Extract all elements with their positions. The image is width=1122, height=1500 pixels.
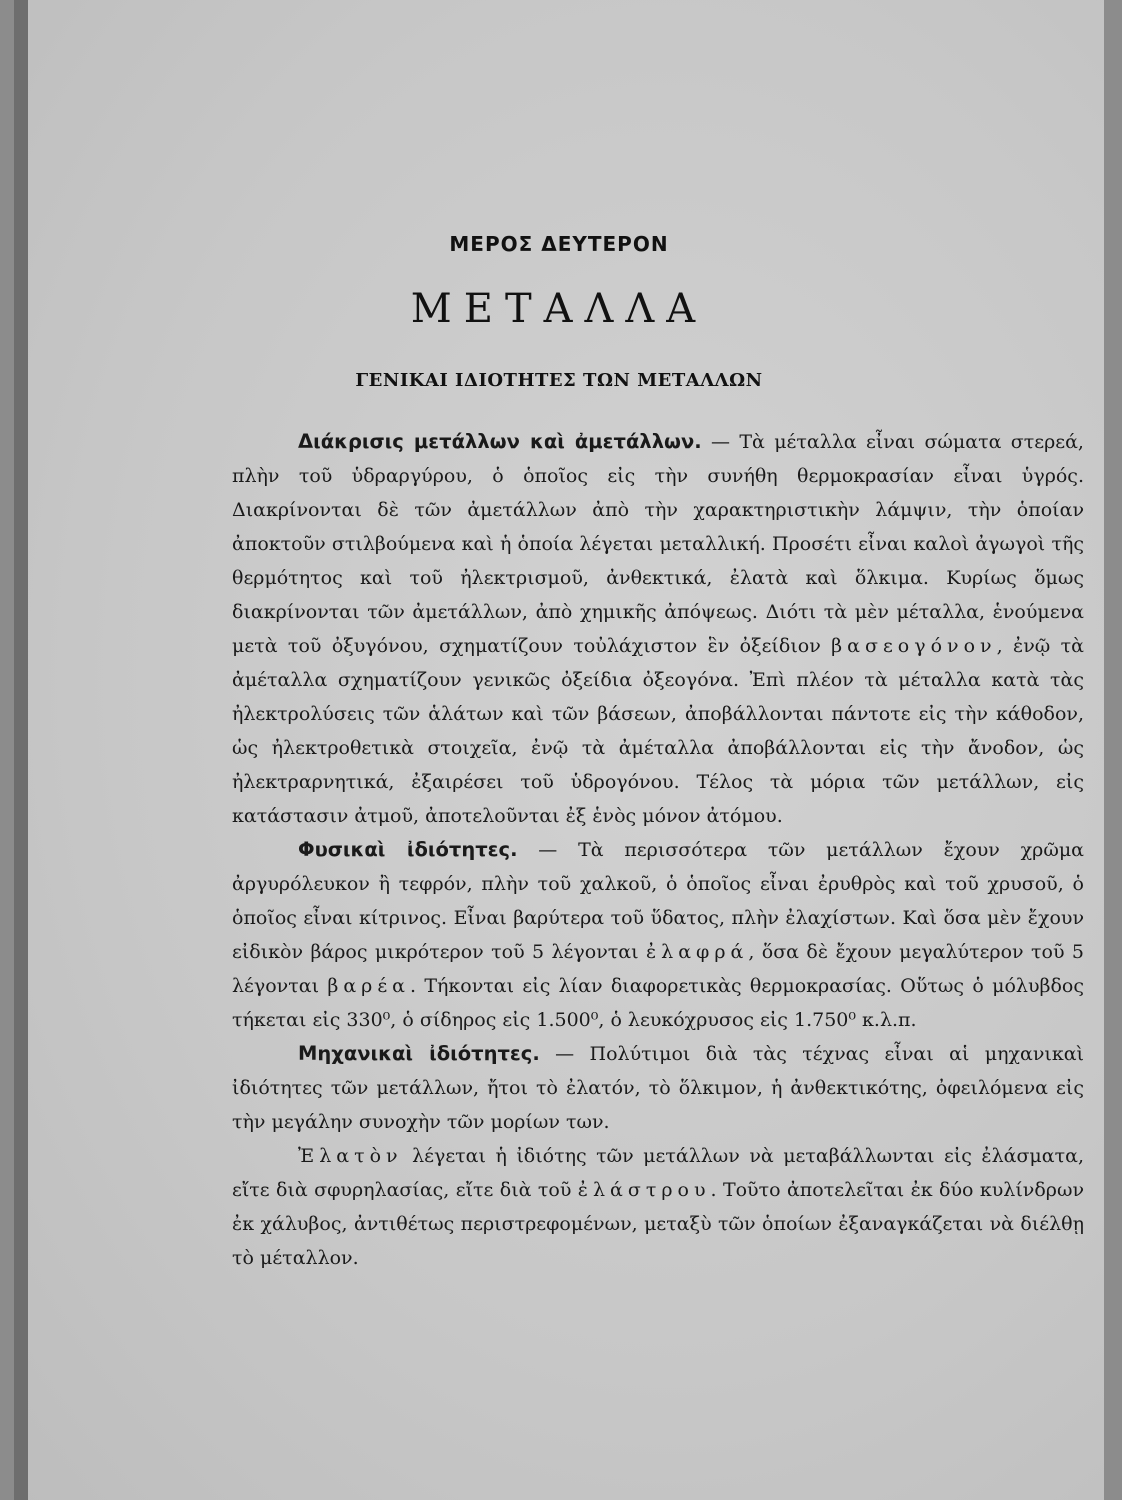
spaced-term: βασεογόνον (831, 635, 997, 657)
paragraph-text: . Τήκονται εἰς λίαν διαφορετικὰς θερμοκρασίας. Οὕτως ὁ μόλυβδος τήκεται εἰς 330⁰, ὁ σίδηρος εἰς 1.500⁰, ὁ λευκόχρυσος εἰς 1.750⁰ κ.λ.π. (232, 975, 1085, 1031)
body-text (232, 425, 1084, 1275)
paragraph-physical-properties (232, 833, 1084, 1037)
paragraph-distinction (232, 425, 1084, 833)
paragraph-text: . Τοῦτο ἀποτελεῖται ἐκ δύο κυλίνδρων ἐκ χάλυβος, ἀντιθέτως περιστρεφομένων, μεταξὺ τῶν ὁποίων ἐξαναγκάζεται νὰ διέλθῃ τὸ μέταλλον. (232, 1179, 1084, 1269)
paragraph-text: — Πολύτιμοι διὰ τὰς τέχνας εἶναι αἱ μηχανικαὶ ἰδιότητες τῶν μετάλλων, ἤτοι τὸ ἐλατόν, τὸ ὅλκιμον, ἡ ἀνθεκτικότης, ὀφειλόμενα εἰς τὴν μεγάλην συνοχὴν τῶν μορίων των. (232, 1043, 1084, 1133)
run-in-heading: Διάκρισις μετάλλων καὶ ἀμετάλλων. (298, 430, 702, 453)
spaced-term: ἐλαφρά (645, 941, 749, 963)
spaced-term: βαρέα (327, 975, 411, 997)
paragraph-text: — Τὰ μέταλλα εἶναι σώματα στερεά, πλὴν τοῦ ὑδραργύρου, ὁ ὁποῖος εἰς τὴν συνήθη θερμοκρασίαν εἶναι ὑγρός. Διακρίνονται δὲ τῶν ἀμετάλλων ἀπὸ τὴν χαρακτηριστικὴν λάμψιν, τὴν ὁποίαν ἀποκτοῦν στιλβούμενα καὶ ἡ ὁποία λέγεται μεταλλική. Προσέτι εἶναι καλοὶ ἀγωγοὶ τῆς θερμότητος καὶ τοῦ ἠλεκτρισμοῦ, ἀνθεκτικά, ἐλατὰ καὶ ὅλκιμα. Κυρίως ὅμως διακρίνονται τῶν ἀμετάλλων, ἀπὸ χημικῆς ἀπόψεως. Διότι τὰ μὲν μέταλλα, ἑνούμενα μετὰ τοῦ ὀξυγόνου, σχηματίζουν τοὐλάχιστον ἓν ὀξείδιον (232, 431, 1084, 657)
paragraph-text: , ὅσα δὲ ἔχουν μεγαλύτερον τοῦ 5 λέγονται (232, 941, 1084, 997)
page-binding-edge (14, 0, 28, 1500)
spaced-term: Ἐλατὸν (298, 1145, 403, 1167)
part-heading: ΜΕΡΟΣ ΔΕΥΤΕΡΟΝ (449, 232, 669, 256)
paragraph-text: , ἐνῷ τὰ ἀμέταλλα σχηματίζουν γενικῶς ὀξείδια ὀξεογόνα. Ἐπὶ πλέον τὰ μέταλλα κατὰ τὰς ἠλεκτρολύσεις τῶν ἁλάτων καὶ τῶν βάσεων, ἀποβάλλονται πάντοτε εἰς τὴν κάθοδον, ὡς ἠλεκτροθετικὰ στοιχεῖα, ἐνῷ τὰ ἀμέταλλα ἀποβάλλονται εἰς τὴν ἄνοδον, ὡς ἠλεκτραρνητικά, ἐξαιρέσει τοῦ ὑδρογόνου. Τέλος τὰ μόρια τῶν μετάλλων, εἰς κατάστασιν ἀτμοῦ, ἀποτελοῦνται ἐξ ἑνὸς μόνον ἀτόμου. (232, 635, 1085, 827)
book-page (14, 0, 1104, 1500)
spaced-term: ἐλάστρου (577, 1179, 711, 1201)
run-in-heading: Φυσικαὶ ἰδιότητες. (298, 838, 518, 861)
paragraph-malleability (232, 1139, 1084, 1275)
section-title: ΓΕΝΙΚΑΙ ΙΔΙΟΤΗΤΕΣ ΤΩΝ ΜΕΤΑΛΛΩΝ (355, 370, 763, 391)
paragraph-mechanical-properties (232, 1037, 1084, 1139)
paragraph-text: λέγεται ἡ ἰδιότης τῶν μετάλλων νὰ μεταβάλλωνται εἰς ἐλάσματα, εἴτε διὰ σφυρηλασίας, εἴτε διὰ τοῦ (232, 1145, 1084, 1201)
run-in-heading: Μηχανικαὶ ἰδιότητες. (298, 1042, 540, 1065)
paragraph-text: — Τὰ περισσότερα τῶν μετάλλων ἔχουν χρῶμα ἀργυρόλευκον ἢ τεφρόν, πλὴν τοῦ χαλκοῦ, ὁ ὁποῖος εἶναι ἐρυθρὸς καὶ τοῦ χρυσοῦ, ὁ ὁποῖος εἶναι κίτρινος. Εἶναι βαρύτερα τοῦ ὕδατος, πλὴν ἐλαχίστων. Καὶ ὅσα μὲν ἔχουν εἰδικὸν βάρος μικρότερον τοῦ 5 λέγονται (232, 839, 1084, 963)
chapter-title: ΜΕΤΑΛΛΑ (410, 286, 708, 332)
